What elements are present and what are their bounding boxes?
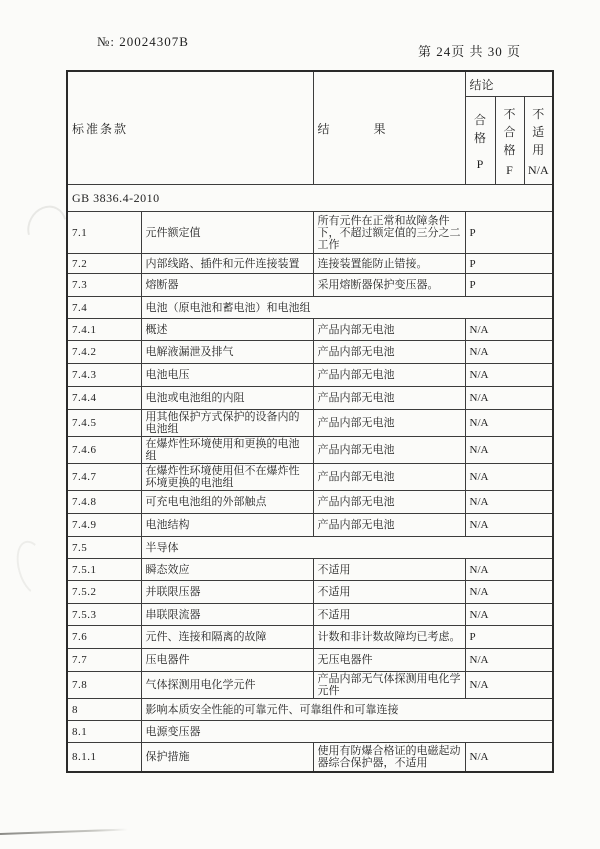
clause-cell: 7.5.2 <box>67 581 141 604</box>
table-body <box>67 185 553 772</box>
section-row <box>67 537 553 559</box>
clause-cell: 7.4.8 <box>67 491 141 514</box>
verdict-cell: N/A <box>465 387 553 410</box>
col-header-conclusion: 结论 <box>465 71 553 97</box>
col-header-result: 结 果 <box>313 71 465 185</box>
section-title-cell: 电池（原电池和蓄电池）和电池组 <box>141 297 553 319</box>
verdict-cell: N/A <box>465 364 553 387</box>
verdict-cell: N/A <box>465 319 553 341</box>
clause-cell: 7.4.7 <box>67 464 141 491</box>
title-cell: 并联限压器 <box>141 581 313 604</box>
clause-cell: 8.1.1 <box>67 743 141 772</box>
pass-label: 合格 <box>474 113 487 145</box>
verdict-cell: P <box>465 212 553 254</box>
result-cell: 产品内部无气体探测用电化学元件 <box>313 672 465 699</box>
standard-section-row <box>67 185 553 212</box>
verdict-cell: P <box>465 254 553 274</box>
document-number: №: 20024307B <box>97 34 189 49</box>
clause-cell: 8 <box>67 699 141 721</box>
verdict-cell: N/A <box>465 672 553 699</box>
title-cell: 熔断器 <box>141 274 313 297</box>
table-row <box>67 649 553 672</box>
table-row <box>67 212 553 254</box>
verdict-cell: N/A <box>465 514 553 537</box>
result-cell: 不适用 <box>313 559 465 581</box>
clause-cell: 7.3 <box>67 274 141 297</box>
table-row <box>67 464 553 491</box>
result-cell: 不适用 <box>313 581 465 604</box>
result-cell: 产品内部无电池 <box>313 464 465 491</box>
verdict-cell: N/A <box>465 581 553 604</box>
verdict-cell: P <box>465 626 553 649</box>
clause-cell: 7.4.2 <box>67 341 141 364</box>
title-cell: 电池或电池组的内阻 <box>141 387 313 410</box>
table-row <box>67 410 553 437</box>
title-cell: 在爆炸性环境使用和更换的电池组 <box>141 437 313 464</box>
table-row <box>67 491 553 514</box>
verdict-cell: N/A <box>465 649 553 672</box>
scan-smudge <box>11 537 55 599</box>
clause-cell: 7.5 <box>67 537 141 559</box>
clause-cell: 7.4.4 <box>67 387 141 410</box>
result-cell: 不适用 <box>313 604 465 626</box>
col-header-pass <box>465 97 495 185</box>
table-row <box>67 254 553 274</box>
clause-cell: 7.8 <box>67 672 141 699</box>
clause-cell: 7.2 <box>67 254 141 274</box>
result-cell: 产品内部无电池 <box>313 410 465 437</box>
section-row <box>67 699 553 721</box>
clause-cell: 7.7 <box>67 649 141 672</box>
pass-code: P <box>476 157 484 171</box>
title-cell: 在爆炸性环境使用但不在爆炸性环境更换的电池组 <box>141 464 313 491</box>
result-cell: 使用有防爆合格证的电磁起动器综合保护器，不适用 <box>313 743 465 772</box>
result-cell: 无压电器件 <box>313 649 465 672</box>
verdict-cell: N/A <box>465 464 553 491</box>
title-cell: 概述 <box>141 319 313 341</box>
table-row <box>67 604 553 626</box>
section-title-cell: 半导体 <box>141 537 553 559</box>
title-cell: 压电器件 <box>141 649 313 672</box>
clause-cell: 7.6 <box>67 626 141 649</box>
result-cell: 采用熔断器保护变压器。 <box>313 274 465 297</box>
fail-label: 不合格 <box>503 107 516 157</box>
verdict-cell: N/A <box>465 743 553 772</box>
table-row <box>67 514 553 537</box>
col-header-na <box>524 97 553 185</box>
title-cell: 元件、连接和隔离的故障 <box>141 626 313 649</box>
clause-cell: 7.4.9 <box>67 514 141 537</box>
title-cell: 气体探测用电化学元件 <box>141 672 313 699</box>
title-cell: 电池电压 <box>141 364 313 387</box>
result-cell: 产品内部无电池 <box>313 364 465 387</box>
clause-cell: 7.4.3 <box>67 364 141 387</box>
result-cell: 产品内部无电池 <box>313 514 465 537</box>
result-cell: 计数和非计数故障均已考虑。 <box>313 626 465 649</box>
test-report-table <box>66 70 554 773</box>
title-cell: 用其他保护方式保护的设备内的电池组 <box>141 410 313 437</box>
table-row <box>67 387 553 410</box>
title-cell: 电解液漏泄及排气 <box>141 341 313 364</box>
clause-cell: 7.5.1 <box>67 559 141 581</box>
title-cell: 保护措施 <box>141 743 313 772</box>
section-title-cell: 电源变压器 <box>141 721 553 743</box>
scan-artifact-line <box>0 829 128 835</box>
result-cell: 产品内部无电池 <box>313 491 465 514</box>
result-cell: 产品内部无电池 <box>313 341 465 364</box>
page-indicator: 第 24页 共 30 页 <box>418 44 522 59</box>
standard-section-cell: GB 3836.4-2010 <box>67 185 553 212</box>
col-header-clause: 标准条款 <box>67 71 313 185</box>
na-code: N/A <box>527 163 549 177</box>
result-cell: 产品内部无电池 <box>313 319 465 341</box>
table-row <box>67 672 553 699</box>
verdict-cell: N/A <box>465 410 553 437</box>
title-cell: 可充电电池组的外部触点 <box>141 491 313 514</box>
result-cell: 连接装置能防止错接。 <box>313 254 465 274</box>
section-title-cell: 影响本质安全性能的可靠元件、可靠组件和可靠连接 <box>141 699 553 721</box>
verdict-cell: N/A <box>465 341 553 364</box>
na-label: 不适用 <box>532 107 545 157</box>
clause-cell: 7.4.1 <box>67 319 141 341</box>
result-cell: 产品内部无电池 <box>313 387 465 410</box>
title-cell: 瞬态效应 <box>141 559 313 581</box>
header-row-top <box>67 71 553 97</box>
fail-code: F <box>506 163 513 177</box>
section-row <box>67 297 553 319</box>
table-row <box>67 341 553 364</box>
title-cell: 内部线路、插件和元件连接装置 <box>141 254 313 274</box>
result-cell: 产品内部无电池 <box>313 437 465 464</box>
table-row <box>67 626 553 649</box>
col-header-fail <box>495 97 524 185</box>
clause-cell: 7.1 <box>67 212 141 254</box>
table-row <box>67 364 553 387</box>
title-cell: 电池结构 <box>141 514 313 537</box>
verdict-cell: N/A <box>465 437 553 464</box>
verdict-cell: N/A <box>465 559 553 581</box>
title-cell: 元件额定值 <box>141 212 313 254</box>
table-row <box>67 319 553 341</box>
verdict-cell: N/A <box>465 491 553 514</box>
verdict-cell: N/A <box>465 604 553 626</box>
section-row <box>67 721 553 743</box>
clause-cell: 8.1 <box>67 721 141 743</box>
table-row <box>67 581 553 604</box>
table-row <box>67 559 553 581</box>
title-cell: 串联限流器 <box>141 604 313 626</box>
result-cell: 所有元件在正常和故障条件下，不超过额定值的三分之二工作 <box>313 212 465 254</box>
table-row <box>67 437 553 464</box>
clause-cell: 7.4.6 <box>67 437 141 464</box>
table-row <box>67 274 553 297</box>
clause-cell: 7.4.5 <box>67 410 141 437</box>
clause-cell: 7.5.3 <box>67 604 141 626</box>
clause-cell: 7.4 <box>67 297 141 319</box>
verdict-cell: P <box>465 274 553 297</box>
table-row <box>67 743 553 772</box>
